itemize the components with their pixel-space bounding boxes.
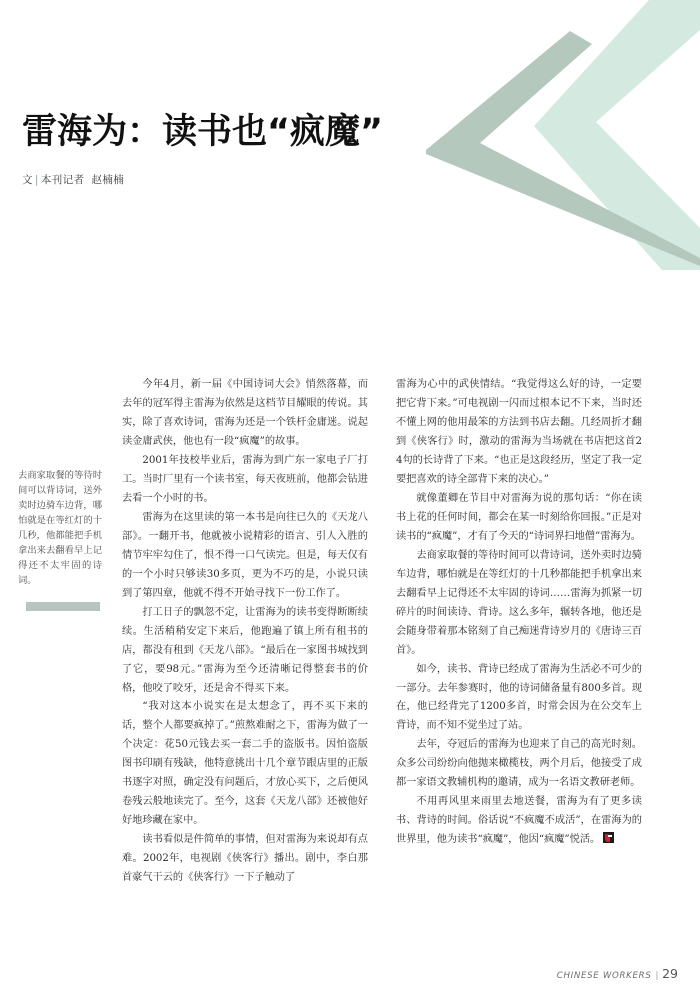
page-title: 雷海为：读书也“疯魔” — [22, 112, 384, 152]
footer-separator: | — [655, 971, 660, 981]
body-column-1 — [122, 376, 368, 888]
paragraph: 去年，夺冠后的雷海为也迎来了自己的高光时刻。众多公司纷纷向他抛来橄榄枝，两个月后，他接受了成都一家语文教辅机构的邀请，成为一名语文教研老师。 — [396, 739, 642, 789]
pullquote-rule — [26, 602, 100, 611]
paragraph: “我对这本小说实在是太想念了，再不买下来的话，整个人都要疯掉了。”煎熬难耐之下，雷海为做了一个决定：花50元钱去买一套二手的盗版书。因怕盗版图书印刷有残缺，他特意挑出十几个章节跟店里的正版书逐字对照，确定没有问题后，才放心买下，之后便风卷残云般地读完了。至今，这套《天龙八部》还被他好好地珍藏在家中。 — [122, 701, 368, 827]
paragraph: 就像董卿在节目中对雷海为说的那句话：“你在读书上花的任何时间，都会在某一时刻给你回报。”正是对读书的“疯魔”，才有了今天的“诗词界扫地僧”雷海为。 — [396, 492, 642, 542]
chevron-dark-shape — [426, 31, 700, 266]
pullquote-text: 去商家取餐的等待时间可以背诗词，送外卖时边骑车边背，哪怕就是在等红灯的十几秒，他都能把手机拿出来去翻看早上记得还不太牢固的诗词。 — [18, 470, 102, 587]
chevron-light-shape — [534, 0, 700, 270]
paragraph-text: 不用再风里来雨里去地送餐，雷海为有了更多读书、背诗的时间。俗话说“不疯魔不成活”，在雷海为的世界里，他为读书“疯魔”，他因“疯魔”悦活。 — [396, 796, 642, 846]
paragraph: 去商家取餐的等待时间可以背诗词，送外卖时边骑车边背，哪怕就是在等红灯的十几秒都能把手机拿出来去翻看早上记得还不太牢固的诗词……雷海为抓紧一切碎片的时间读诗、背诗。这么多年，辗转各地，他还是会随身带着那本铭刻了自己痴迷背诗岁月的《唐诗三百首》。 — [396, 549, 642, 656]
byline-label: 文 — [22, 174, 33, 187]
article-endmark-icon — [603, 832, 614, 843]
paragraph: 今年4月，新一届《中国诗词大会》悄然落幕，而去年的冠军得主雷海为依然是这档节目耀眼的传说。其实，除了喜欢诗词，雷海为还是一个铁杆金庸迷。说起读金庸武侠，他也有一段“疯魔”的故事。 — [122, 379, 368, 447]
paragraph: 如今，读书、背诗已经成了雷海为生活必不可少的一部分。去年参赛时，他的诗词储备量有800多首。现在，他已经背完了1200多首，时常会因为在公交车上背诗，而不知不觉坐过了站。 — [396, 663, 642, 732]
byline-author: 赵楠楠 — [91, 174, 125, 187]
masthead — [22, 112, 452, 187]
byline — [22, 172, 452, 187]
paragraph: 雷海为心中的武侠情结。“我觉得这么好的诗，一定要把它背下来。”可电视剧一闪而过根本记不下来，当时还不懂上网的他用最笨的方法到书店去翻。几经周折才翻到《侠客行》时，激动的雷海为当场就在书店把这首24句的长诗背了下来。“也正是这段经历，坚定了我一定要把喜欢的诗全部背下来的决心。” — [396, 379, 642, 485]
sidebar-pullquote-block — [18, 468, 102, 611]
footer — [557, 966, 678, 981]
paragraph-last — [396, 793, 642, 850]
article-body — [122, 376, 662, 888]
paragraph: 读书看似是件简单的事情，但对雷海为来说却有点难。2002年，电视剧《侠客行》播出。剧中，李白那首豪气干云的《侠客行》一下子触动了 — [122, 834, 368, 884]
body-column-2 — [396, 376, 642, 888]
paragraph: 雷海为在这里读的第一本书是向往已久的《天龙八部》。一翻开书，他就被小说精彩的语言、引人入胜的情节牢牢勾住了，恨不得一口气读完。但是，每天仅有的一个小时只够读30多页，更为不巧的是，小说只读到了第四章，他就不得不开始寻找下一份工作了。 — [122, 511, 368, 599]
byline-role: 本刊记者 — [40, 174, 85, 187]
paragraph: 2001年技校毕业后，雷海为到广东一家电子厂打工。当时厂里有一个读书室，每天夜班前，他都会钻进去看一个小时的书。 — [122, 454, 368, 504]
footer-publication: CHINESE WORKERS — [556, 971, 652, 981]
paragraph: 打工日子的飘忽不定，让雷海为的读书变得断断续续。生活稍稍安定下来后，他跑遍了镇上所有租书的店，都没有租到《天龙八部》。“最后在一家图书城找到了它，要98元。”雷海为至今还清晰记得整套书的价格，他咬了咬牙，还是舍不得买下来。 — [122, 606, 368, 694]
byline-separator: | — [34, 174, 39, 187]
footer-page-number: 29 — [662, 966, 678, 981]
